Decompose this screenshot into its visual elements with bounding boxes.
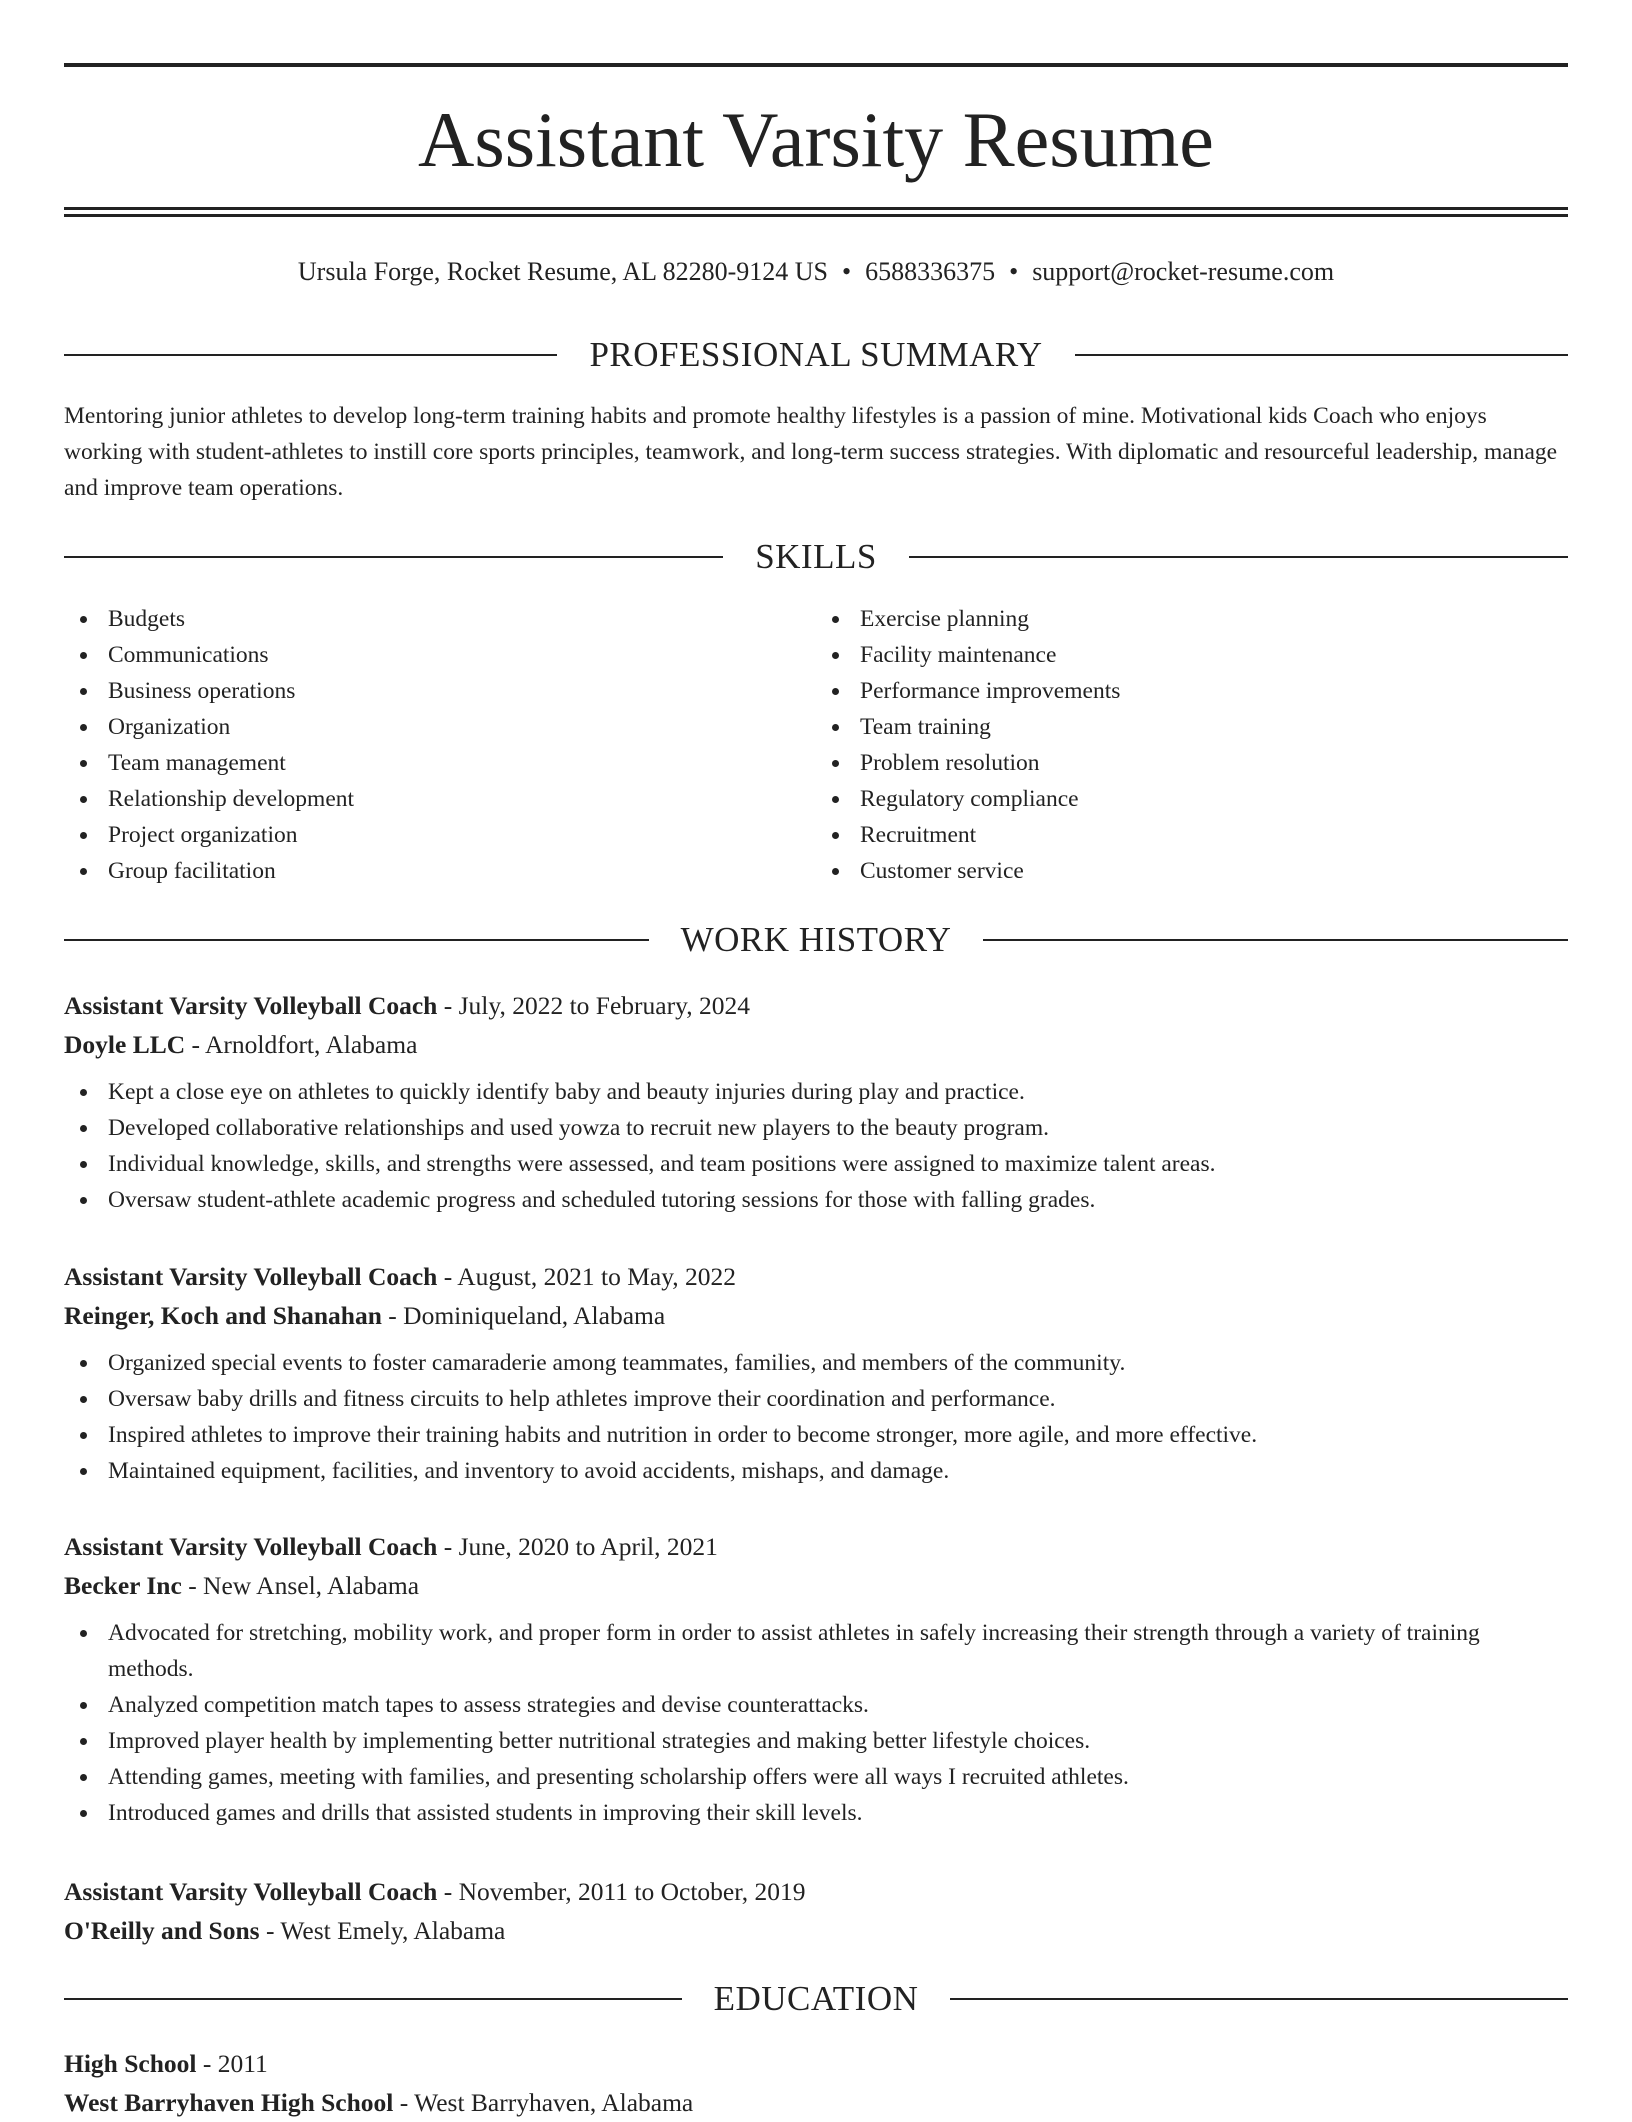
job-bullet: Oversaw baby drills and fitness circuits to help athletes improve their coordination and performance. (64, 1381, 1568, 1417)
summary-text: Mentoring junior athletes to develop long-term training habits and promote healthy lifestyles is a passion of mine. Motivational kids Coach who enjoys working with student-athletes to instill core sports principles, teamwork, and long-term success strategies. With diplomatic and resourceful leadership, manage and improve team operations. (64, 403, 1558, 501)
section-heading-summary (64, 333, 1568, 377)
job-company-line (64, 1025, 1568, 1064)
job-bullet: Inspired athletes to improve their training habits and nutrition in order to become stronger, more agile, and more effective. (64, 1417, 1568, 1453)
job-location: - Arnoldfort, Alabama (185, 1030, 418, 1059)
skill-item: Regulatory compliance (816, 781, 1568, 817)
job-bullet: Oversaw student-athlete academic progress and scheduled tutoring sessions for those with falling grades. (64, 1182, 1568, 1218)
job-title-line (64, 1527, 1568, 1566)
job-entry (64, 1872, 1568, 1950)
skill-item: Team management (64, 745, 816, 781)
heading-rule (909, 556, 1568, 558)
job-bullet: Analyzed competition match tapes to assess strategies and devise counterattacks. (64, 1687, 1568, 1723)
title-double-rule (64, 207, 1568, 217)
job-entry (64, 1257, 1568, 1489)
job-location: - West Emely, Alabama (259, 1916, 506, 1945)
contact-line (64, 252, 1568, 292)
section-heading-skills (64, 535, 1568, 579)
skill-item: Problem resolution (816, 745, 1568, 781)
job-bullet: Individual knowledge, skills, and strengths were assessed, and team positions were assigned to maximize talent areas. (64, 1146, 1568, 1182)
education-entry (64, 2044, 1568, 2122)
skills-column-right (816, 601, 1568, 889)
job-company: Doyle LLC (64, 1030, 186, 1059)
heading-rule (983, 939, 1568, 941)
job-company-line (64, 1911, 1568, 1950)
job-bullet: Advocated for stretching, mobility work, and proper form in order to assist athletes in safely increasing their strength through a variety of training methods. (64, 1615, 1568, 1687)
heading-rule (64, 556, 723, 558)
education-degree: High School (64, 2049, 197, 2078)
job-entry (64, 986, 1568, 1218)
contact-address: Ursula Forge, Rocket Resume, AL 82280-9124 US (297, 257, 828, 286)
job-dates: - November, 2011 to October, 2019 (437, 1877, 806, 1906)
skill-item: Organization (64, 709, 816, 745)
skill-item: Project organization (64, 817, 816, 853)
job-bullet: Organized special events to foster camaraderie among teammates, families, and members of the community. (64, 1345, 1568, 1381)
job-company: O'Reilly and Sons (64, 1916, 260, 1945)
section-title: SKILLS (755, 537, 877, 576)
skills-column-left (64, 601, 816, 889)
skill-item: Team training (816, 709, 1568, 745)
contact-phone: 6588336375 (865, 257, 996, 286)
skill-item: Budgets (64, 601, 816, 637)
job-bullets (64, 1074, 1568, 1218)
education-year: - 2011 (196, 2049, 268, 2078)
job-company-line (64, 1296, 1568, 1335)
education-school-line (64, 2083, 1568, 2122)
job-title-line (64, 1872, 1568, 1911)
section-heading-work-history (64, 918, 1568, 962)
job-title: Assistant Varsity Volleyball Coach (64, 1532, 438, 1561)
skill-item: Exercise planning (816, 601, 1568, 637)
job-title: Assistant Varsity Volleyball Coach (64, 1262, 438, 1291)
contact-separator: • (841, 257, 852, 286)
heading-rule (1075, 354, 1568, 356)
job-bullet: Kept a close eye on athletes to quickly identify baby and beauty injuries during play and practice. (64, 1074, 1568, 1110)
contact-separator: • (1009, 257, 1019, 286)
education-location: - West Barryhaven, Alabama (393, 2088, 694, 2117)
section-title: PROFESSIONAL SUMMARY (589, 335, 1043, 374)
job-bullet: Introduced games and drills that assisted students in improving their skill levels. (64, 1795, 1568, 1831)
education-degree-line (64, 2044, 1568, 2083)
skill-item: Performance improvements (816, 673, 1568, 709)
heading-rule (64, 1998, 682, 2000)
job-company-line (64, 1566, 1568, 1605)
skill-item: Customer service (816, 853, 1568, 889)
job-location: - New Ansel, Alabama (181, 1571, 420, 1600)
job-bullet: Developed collaborative relationships and used yowza to recruit new players to the beauty program. (64, 1110, 1568, 1146)
skill-item: Business operations (64, 673, 816, 709)
job-bullet: Attending games, meeting with families, and presenting scholarship offers were all ways I recruited athletes. (64, 1759, 1568, 1795)
job-title: Assistant Varsity Volleyball Coach (64, 1877, 438, 1906)
job-bullets (64, 1345, 1568, 1489)
job-company: Becker Inc (64, 1571, 182, 1600)
education-school: West Barryhaven High School (64, 2088, 394, 2117)
heading-rule (64, 939, 649, 941)
job-bullet: Maintained equipment, facilities, and inventory to avoid accidents, mishaps, and damage. (64, 1453, 1568, 1489)
job-bullet: Improved player health by implementing better nutritional strategies and making better lifestyle choices. (64, 1723, 1568, 1759)
job-dates: - June, 2020 to April, 2021 (437, 1532, 718, 1561)
skill-item: Communications (64, 637, 816, 673)
section-title: EDUCATION (713, 1979, 919, 2018)
top-rule (64, 63, 1568, 67)
skill-item: Facility maintenance (816, 637, 1568, 673)
skills-list (64, 601, 1568, 889)
job-entry (64, 1527, 1568, 1831)
skill-item: Recruitment (816, 817, 1568, 853)
job-location: - Dominiqueland, Alabama (381, 1301, 666, 1330)
job-title-line (64, 986, 1568, 1025)
job-title: Assistant Varsity Volleyball Coach (64, 991, 438, 1020)
heading-rule (64, 354, 557, 356)
job-company: Reinger, Koch and Shanahan (64, 1301, 382, 1330)
contact-email: support@rocket-resume.com (1032, 257, 1335, 286)
skill-item: Relationship development (64, 781, 816, 817)
job-dates: - July, 2022 to February, 2024 (437, 991, 750, 1020)
resume-title: Assistant Varsity Resume (418, 96, 1214, 183)
section-heading-education (64, 1977, 1568, 2021)
heading-rule (950, 1998, 1568, 2000)
job-bullets (64, 1615, 1568, 1831)
section-title: WORK HISTORY (680, 920, 952, 959)
skill-item: Group facilitation (64, 853, 816, 889)
job-title-line (64, 1257, 1568, 1296)
job-dates: - August, 2021 to May, 2022 (437, 1262, 737, 1291)
